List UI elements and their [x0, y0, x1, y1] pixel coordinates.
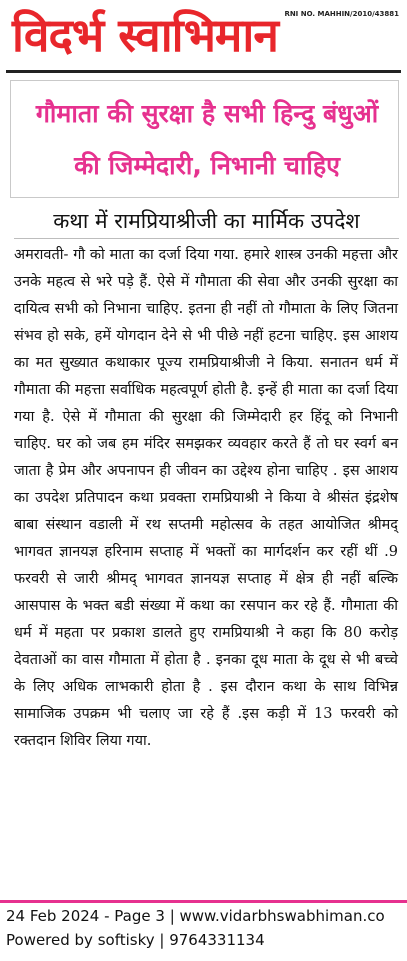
masthead-title: विदर्भ स्वाभिमान: [12, 8, 278, 62]
footer-date-page-url: 24 Feb 2024 - Page 3 | www.vidarbhswabhiman.co: [6, 907, 385, 925]
footer-divider: [0, 900, 407, 903]
footer: [6, 904, 407, 952]
masthead-divider: [6, 70, 401, 73]
article-body: अमरावती- गौ को माता का दर्जा दिया गया. हमारे शास्त्र उनकी महत्ता और उनके महत्व से भरे पड़े हैं. ऐसे में गौमाता की सेवा और उनकी सुरक्षा का दायित्व सभी को निभाना चाहिए. इतना ही नहीं तो गौमाता के लिए जितना संभव हो सके, हमें योगदान देने से भी पीछे नहीं हटना चाहिए. इस आशय का मत सुख्यात कथाकार पूज्य रामप्रियाश्रीजी ने किया. सनातन धर्म में गौमाता की महत्ता सर्वाधिक महत्वपूर्ण होती है. इन्हें ही माता का दर्जा दिया गया है. ऐसे में गौमाता की सुरक्षा की जिम्मेदारी हर हिंदू को निभानी चाहिए. घर को जब हम मंदिर समझकर व्यवहार करते हैं तो घर स्वर्ग बन जाता है प्रेम और अपनापन ही जीवन का उद्देश्य होना चाहिए . इस आशय का उपदेश प्रतिपादन कथा प्रवक्ता रामप्रियाश्री ने किया वे श्रीसंत इंद्रशेष बाबा संस्थान वडाली में रथ सप्तमी महोत्सव के तहत आयोजित श्रीमद् भागवत ज्ञानयज्ञ हरिनाम सप्ताह में भक्तों का मार्गदर्शन कर रहीं थीं .9 फरवरी से जारी श्रीमद् भागवत ज्ञानयज्ञ सप्ताह में क्षेत्र ही नहीं बल्कि आसपास के भक्त बडी संख्या में कथा का रसपान कर रहे हैं. गौमाता की धर्म में महता पर प्रकाश डालते हुए रामप्रियाश्री ने कहा कि 80 करोड़ देवताओं का वास गौमाता में होता है . इनका दूध माता के दूध से भी बच्चे के लिए अधिक लाभकारी होता है . इस दौरान कथा के साथ विभिन्न सामाजिक उपक्रम भी चलाए जा रहे हैं .इस कड़ी में 13 फरवरी को रक्तदान शिविर लिया गया.: [14, 247, 398, 749]
article-subheading: कथा में रामप्रियाश्रीजी का मार्मिक उपदेश: [14, 204, 399, 239]
masthead: [6, 4, 401, 66]
rni-number: RNI NO. MAHHIN/2010/43881: [284, 10, 399, 18]
article-headline: गौमाता की सुरक्षा है सभी हिन्दु बंधुओं की जिम्मेदारी, निभानी चाहिए: [35, 99, 379, 180]
footer-credit: Powered by softisky | 9764331134: [6, 931, 265, 949]
